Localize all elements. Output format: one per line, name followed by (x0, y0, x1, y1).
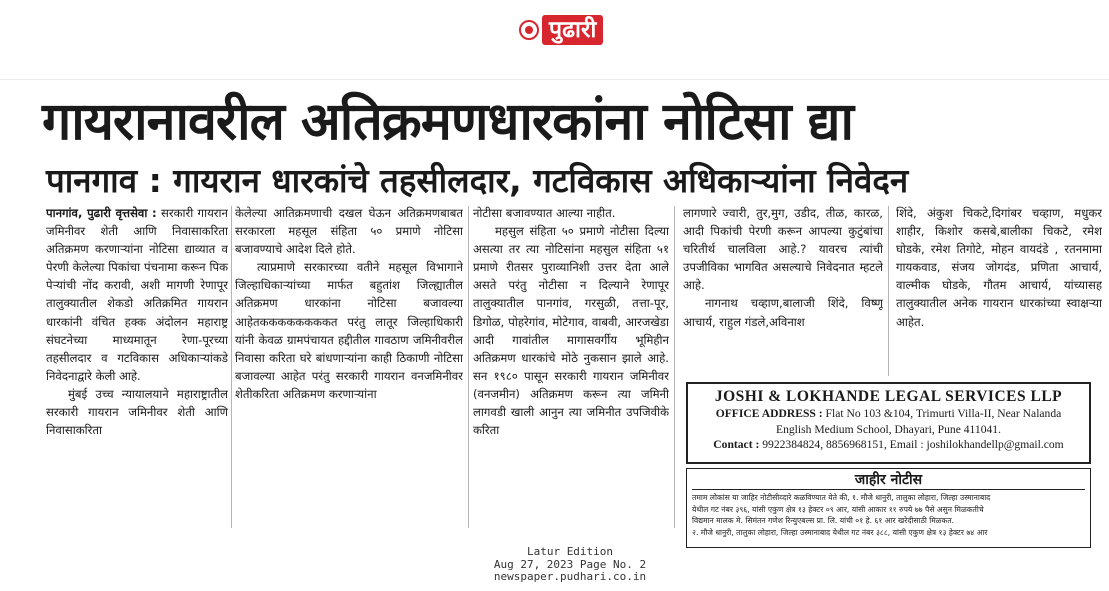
ad-address-line-2: English Medium School, Dhayari, Pune 411041. (776, 422, 1001, 436)
col2-paragraph-2: त्याप्रमाणे सरकारच्या वतीने महसूल विभागाने जिल्हाधिकाऱ्यांच्या मार्फत बहुतांश जिल्ह्यातील अतिक्रमण धारकांना नोटिसा बजावल्या आहेतककककककककत परंतु लातूर जिल्हाधिकारी यांनी केवळ ग्रामपंचायत हद्दीतील गावठाण जमिनीवरील निवासा करिता घरे बांधणाऱ्यांना काही ठिकाणी नोटिसा बजावल्या आहेत परंतु सरकारी गायरान वनजमिनीवर शेतीकरिता अतिक्रमण करणाऱ्यांना (235, 260, 463, 401)
notice-text-line-1: तमाम लोकांस या जाहिर नोटीसीव्दारे कळविण्यात येते की, १. मौजे धानुरी, तालुका लोहारा, जिल्हा उस्मानाबाद (692, 493, 991, 502)
col1-paragraph-2: मुंबई उच्च न्यायालयाने महाराष्ट्रातील सरकारी गायरान जमिनीवर शेती आणि निवासाकरिता (46, 386, 228, 438)
col3-paragraph-1: नोटीसा बजावण्यात आल्या नाहीत. (473, 206, 616, 220)
logo-text: पुढारी (542, 15, 603, 45)
ad-address (696, 406, 1081, 422)
ad-contact (696, 437, 1081, 453)
edition-date-page: Aug 27, 2023 Page No. 2 (493, 557, 647, 571)
public-notice (686, 468, 1091, 548)
ad-contact-label: Contact : (713, 438, 760, 451)
col5-paragraph-1: शिंदे, अंकुश चिकटे,दिगांबर चव्हाण, मधुकर शाहीर, किशोर कसबे,बालीका चिकटे, रमेश घोडके, रमेश तिगोटे, मोहन वायदंडे , रतनमामा गायकवाड, संजय जोगदंड, प्रणिता आचार्य, वाल्मीक घोडके, गौतम आचार्य, यांच्यासह तालुक्यातील अनेक गायरान धारकांच्या स्वाक्षऱ्या आहेत. (896, 206, 1102, 329)
col2-paragraph-1: केलेल्या आतिक्रमणाची दखल घेऊन अतिक्रमणबाबत सरकारला महसूल संहिता ५० प्रमाणे नोटिसा बजावण्याचे आदेश दिले होते. (235, 206, 463, 257)
notice-text-line-3: विद्यमान मालक मे. सिमंतन गणेश रिन्युएबल्स प्रा. लि. यांची ०१ हे. ६१ आर खरेदीसाठी मिळकत. (692, 516, 955, 525)
col3-paragraph-2: महसुल संहिता ५० प्रमाणे नोटीसा दिल्या असत्या तर त्या नोटिसांना महसुल संहिता ५१ प्रमाणे रीतसर पुराव्यानिशी उत्तर देता आले असते परंतु नोटीसा न दिल्याने रेणापूर तालुक्यातील पानगांव, गरसुळी, तत्ता-पूर, डिगोळ, पोहरेगांव, मोटेगाव, वाबवी, आरजखेडा आदी गावांतील मागासवर्गीय भूमिहीन अतिक्रमण धारकांचे मोठे नुकसान झाले आहे. सन १९८० पासून सरकारी गायरान जमिनीवर (वनजमीन) अतिक्रमण करून त्या जमिनी लागवडी खाली आनुन त्या जमिनीत उपजिवीके करिता (473, 224, 669, 438)
article-column-3 (473, 204, 669, 531)
edition-website[interactable]: newspaper.pudhari.co.in (493, 570, 647, 583)
column-divider (231, 206, 232, 528)
dateline: पानगांव, पुढारी वृत्तसेवा : (46, 206, 157, 220)
column-divider (674, 206, 675, 528)
notice-title: जाहीर नोटीस (692, 471, 1085, 490)
pudhari-logo[interactable] (519, 12, 603, 48)
masthead (0, 0, 1109, 80)
ad-address-line-1: Flat No 103 &104, Trimurti Villa-II, Near Nalanda (825, 407, 1062, 420)
notice-text-line-4: २. मौजे धानुरी, तालुका लोहारा, जिल्हा उस्मानाबाद येथील गट नंबर ३८८, यांसी एकुण क्षेत्र १३ हेक्टर ७४ आर (692, 527, 988, 537)
ad-contact-value[interactable]: 9922384824, 8856968151, Email : joshilokhandellp@gmail.com (762, 438, 1064, 451)
article-column-4 (683, 204, 883, 356)
col4-paragraph-1: लागणारे ज्वारी, तुर,मुग, उडीद, तीळ, कारळ, आदी पिकांची पेरणी करून आपल्या कुटुंबांचा चरितीर्थ चालविला आहे.? यावरच त्यांची उपजीविका भागवित असल्याचे निवेदनात म्हटले आहे. (683, 206, 883, 293)
subheadline: पानगाव : गायरान धारकांचे तहसीलदार, गटविकास अधिकाऱ्यांना निवेदन (46, 161, 909, 200)
ad-title: JOSHI & LOKHANDE LEGAL SERVICES LLP (714, 388, 1063, 405)
edition-name: Latur Edition (526, 545, 614, 558)
article-column-5 (896, 204, 1102, 376)
notice-text-line-2: येथील गट नंबर ३९६, यांसी एकुण क्षेत्र १३ हेक्टर ०९ आर, यांसी आकार ११ रुपये ७७ पैसे असुन मिळकतीचे (692, 504, 984, 514)
legal-services-advertisement (686, 382, 1091, 464)
col1-paragraph-1: सरकारी गायरान जमिनीवर शेती आणि निवासाकरिता अतिक्रमण करणाऱ्यांना नोटिसा द्याव्यात व पेरणी केलेल्या पिकांचा पंचनामा करून पिक पेऱ्यांची नोंद करावी, अशी मागणी रेणापूर तालुक्यातील शेकडो अतिक्रमित गायरान धारकांनी वंचित हक्क अंदोलन महाराष्ट्र संघटनेच्या माध्यमातून रेणा-पूरच्या तहसीलदार व गटविकास अधिकाऱ्यांकडे निवेदनाद्वारे केली आहे. (46, 206, 228, 383)
column-divider (888, 206, 889, 376)
edition-footer (470, 546, 670, 584)
col4-paragraph-2: नागनाथ चव्हाण,बालाजी शिंदे, विष्णू आचार्य, राहुल गंडले,अविनाश (683, 296, 883, 329)
article-column-2 (235, 204, 463, 531)
headline: गायरानावरील अतिक्रमणधारकांना नोटिसा द्या (42, 92, 853, 152)
ad-address-label: OFFICE ADDRESS : (715, 407, 823, 420)
article-column-1 (46, 204, 228, 531)
column-divider (468, 206, 469, 528)
logo-emblem-icon (519, 20, 539, 40)
